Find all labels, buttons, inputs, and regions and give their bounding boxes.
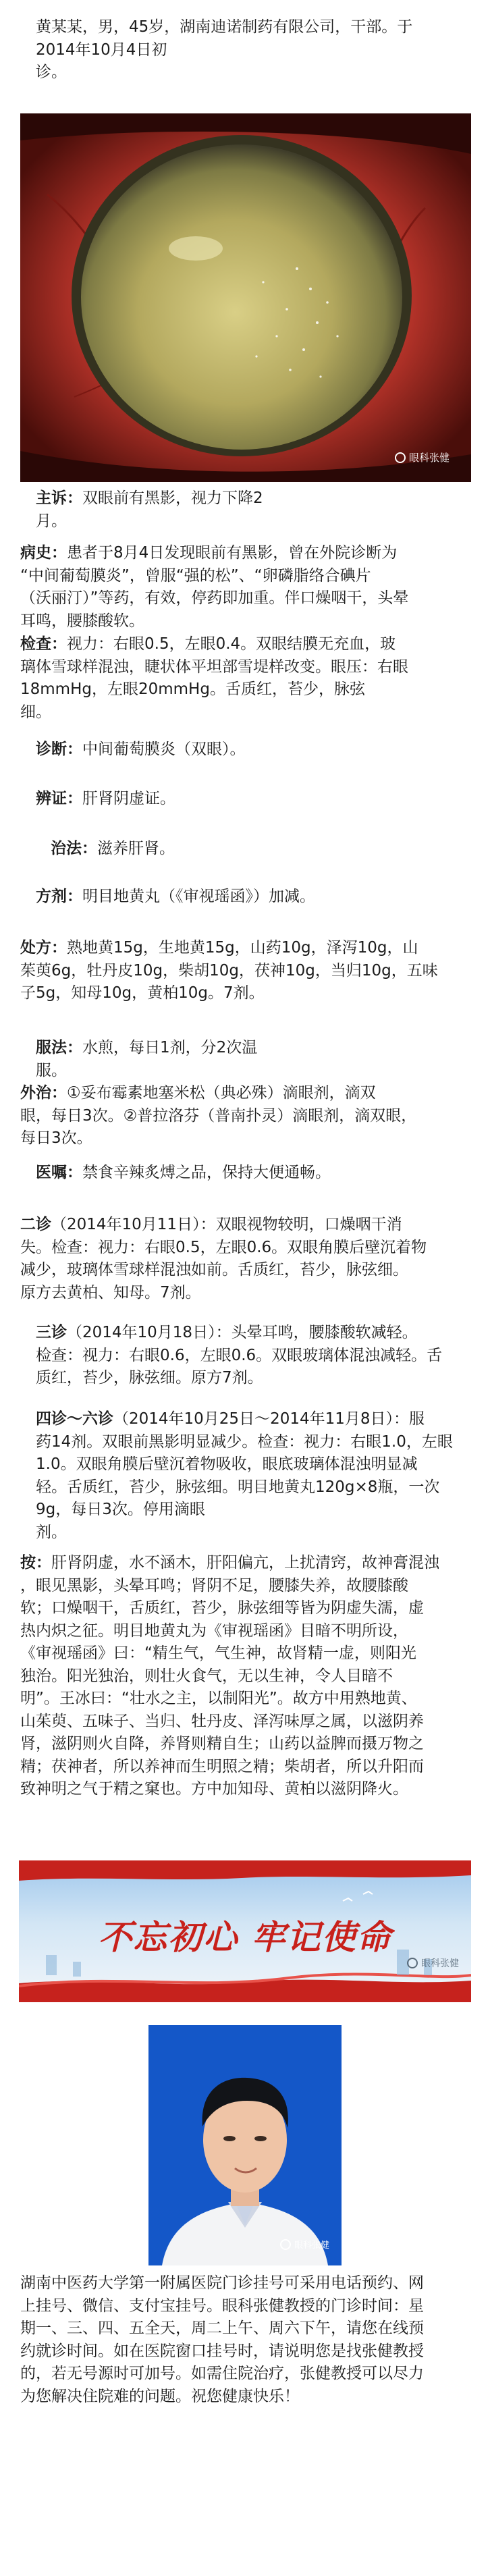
banner-slogan: 不忘初心 牢记使命 [98, 1917, 392, 1957]
banner-watermark [407, 1956, 459, 1970]
watermark-text: 眼科张健 [408, 452, 450, 464]
watermark-logo-icon [395, 452, 406, 463]
fourth-to-sixth-visit-text: （2014年10月25日～2014年11月8日）：服 药14剂。双眼前黑影明显减少。检查：视力：右眼1.0，左眼 1.0。双眼角膜后壁沉着物吸收，眼底玻璃体混浊明显减 轻。舌质红，苔少，脉弦细。明目地黄丸120g×8瓶，一次 9g，每日3次。停用滴眼 剂。 [36, 1410, 453, 1541]
eye-photo [20, 113, 471, 482]
formula-text: 明目地黄丸（《审视瑶函》）加减。 [82, 888, 315, 905]
third-visit-text: （2014年10月18日）：头晕耳鸣，腰膝酸软减轻。 检查：视力：右眼0.6，左眼0.6。双眼玻璃体混浊减轻。舌 质红，苔少，脉弦细。原方7剂。 [36, 1324, 443, 1387]
medical-history [20, 542, 470, 633]
prescription-text: 熟地黄15g，生地黄15g，山药10g，泽泻10g，山 茱萸6g，牡丹皮10g，柴胡10g，茯神10g，当归10g，五味 子5g，知母10g，黄柏10g。7剂。 [20, 939, 438, 1002]
diagnosis [36, 739, 468, 761]
treatment-method [51, 838, 469, 861]
syndrome [36, 788, 468, 811]
watermark-text: 眼科张健 [294, 2240, 329, 2251]
external-treatment [20, 1082, 470, 1150]
examination [20, 633, 470, 724]
eye-illustration [20, 113, 471, 482]
third-visit-label: 三诊 [36, 1324, 67, 1341]
chief-complaint-label: 主诉： [36, 489, 82, 507]
second-visit [20, 1214, 470, 1304]
formula-label: 方剂： [36, 888, 82, 905]
second-visit-text: （2014年10月11日）：双眼视物较明，口燥咽干消 失。检查：视力：右眼0.5，左眼0.6。双眼角膜后壁沉着物 减少，玻璃体雪球样混浊如前。舌质红，苔少，脉弦细。 原方去黄柏、知母。7剂。 [20, 1216, 427, 1302]
examination-text: 视力：右眼0.5，左眼0.4。双眼结膜无充血，玻 璃体雪球样混浊，睫状体平坦部雪堤样改变。眼压：右眼 18mmHg，左眼20mmHg。舌质红，苔少，脉弦 细。 [20, 635, 408, 721]
watermark-logo-icon [407, 1958, 418, 1968]
commentary-label: 按： [20, 1554, 51, 1572]
administration [36, 1037, 468, 1082]
fourth-to-sixth-visit [36, 1408, 468, 1544]
doctor-portrait [148, 2025, 342, 2265]
external-treatment-label: 外治： [20, 1084, 67, 1102]
third-visit [36, 1322, 468, 1390]
fourth-to-sixth-visit-label: 四诊～六诊 [36, 1410, 113, 1428]
examination-label: 检查： [20, 635, 67, 653]
prescription [20, 937, 470, 1005]
external-treatment-text: ①妥布霉素地塞米松（典必殊）滴眼剂，滴双 眼，每日3次。②普拉洛芬（普南扑灵）滴眼剂，滴双眼， 每日3次。 [20, 1084, 417, 1147]
second-visit-label: 二诊 [20, 1216, 51, 1233]
prescription-label: 处方： [20, 939, 67, 957]
banner [19, 1860, 471, 2002]
watermark [395, 450, 450, 464]
chief-complaint [36, 487, 468, 533]
commentary-text: 肝肾阴虚，水不涵木，肝阳偏亢，上扰清窍，故神膏混浊 ，眼见黑影，头晕耳鸣；肾阴不足，腰膝失养，故腰膝酸 软；口燥咽干，舌质红，苔少，脉弦细等皆为阴虚失濡，虚 热内炽之征。明目地黄丸为《审视瑶函》目暗不明所设， 《审视瑶函》曰：“精生气，气生神，故肾精一虚，则阳光 独治。阳光独治，则壮火食气，无以生神，令人目暗不 明”。王冰曰：“壮水之主，以制阳光”。故方中用熟地黄、 山茱萸、五味子、当归、牡丹皮、泽泻味厚之属，以滋阴养 肾，滋阴则火自降，养肾则精自生；山药以益脾而摄万物之 精；茯神者，所以养神而生明照之精；柴胡者，所以升阳而 致神明之气于精之窠也。方中加知母、黄柏以滋阴降火。 [20, 1554, 439, 1798]
treatment-method-text: 滋养肝肾。 [97, 840, 175, 857]
doctor-advice [36, 1162, 468, 1185]
commentary [20, 1552, 470, 1801]
medical-history-label: 病史： [20, 544, 67, 562]
watermark-logo-icon [280, 2239, 291, 2250]
chief-complaint-text: 双眼前有黑影，视力下降2 月。 [36, 489, 263, 530]
doctor-photo-watermark [280, 2238, 329, 2251]
administration-text: 水煎，每日1剂，分2次温 服。 [36, 1039, 258, 1079]
formula [36, 886, 468, 909]
doctor-advice-label: 医嘱： [36, 1164, 82, 1181]
doctor-advice-text: 禁食辛辣炙煿之品，保持大便通畅。 [82, 1164, 331, 1181]
diagnosis-label: 诊断： [36, 741, 82, 758]
medical-history-text: 患者于8月4日发现眼前有黑影，曾在外院诊断为 “中间葡萄膜炎”，曾服“强的松”、“卵磷脂络合碘片 （沃丽汀）”等药，有效，停药即加重。伴口燥咽干，头晕 耳鸣，腰膝酸软。 [20, 544, 409, 630]
syndrome-text: 肝肾阴虚证。 [82, 790, 175, 807]
diagnosis-text: 中间葡萄膜炎（双眼）。 [82, 741, 246, 758]
syndrome-label: 辨证： [36, 790, 82, 807]
administration-label: 服法： [36, 1039, 82, 1056]
watermark-text: 眼科张健 [421, 1958, 459, 1969]
footer-appointment-info: 湖南中医药大学第一附属医院门诊挂号可采用电话预约、网 上挂号、微信、支付宝挂号。眼科张健教授的门诊时间：星 期一、三、四、五全天，周二上午、周六下午，请您在线预 约就诊时间。如在医院窗口挂号时，请说明您是找张健教授 的，若无号源时可加号。如需住院治疗，张健教授可以尽力 为您解决住院难的问题。祝您健康快乐！ [20, 2274, 424, 2405]
treatment-method-label: 治法： [51, 840, 97, 857]
patient-intro: 黄某某，男，45岁，湖南迪诺制药有限公司，干部。于 2014年10月4日初 诊。 [36, 18, 413, 81]
doctor-photo [148, 2025, 342, 2265]
